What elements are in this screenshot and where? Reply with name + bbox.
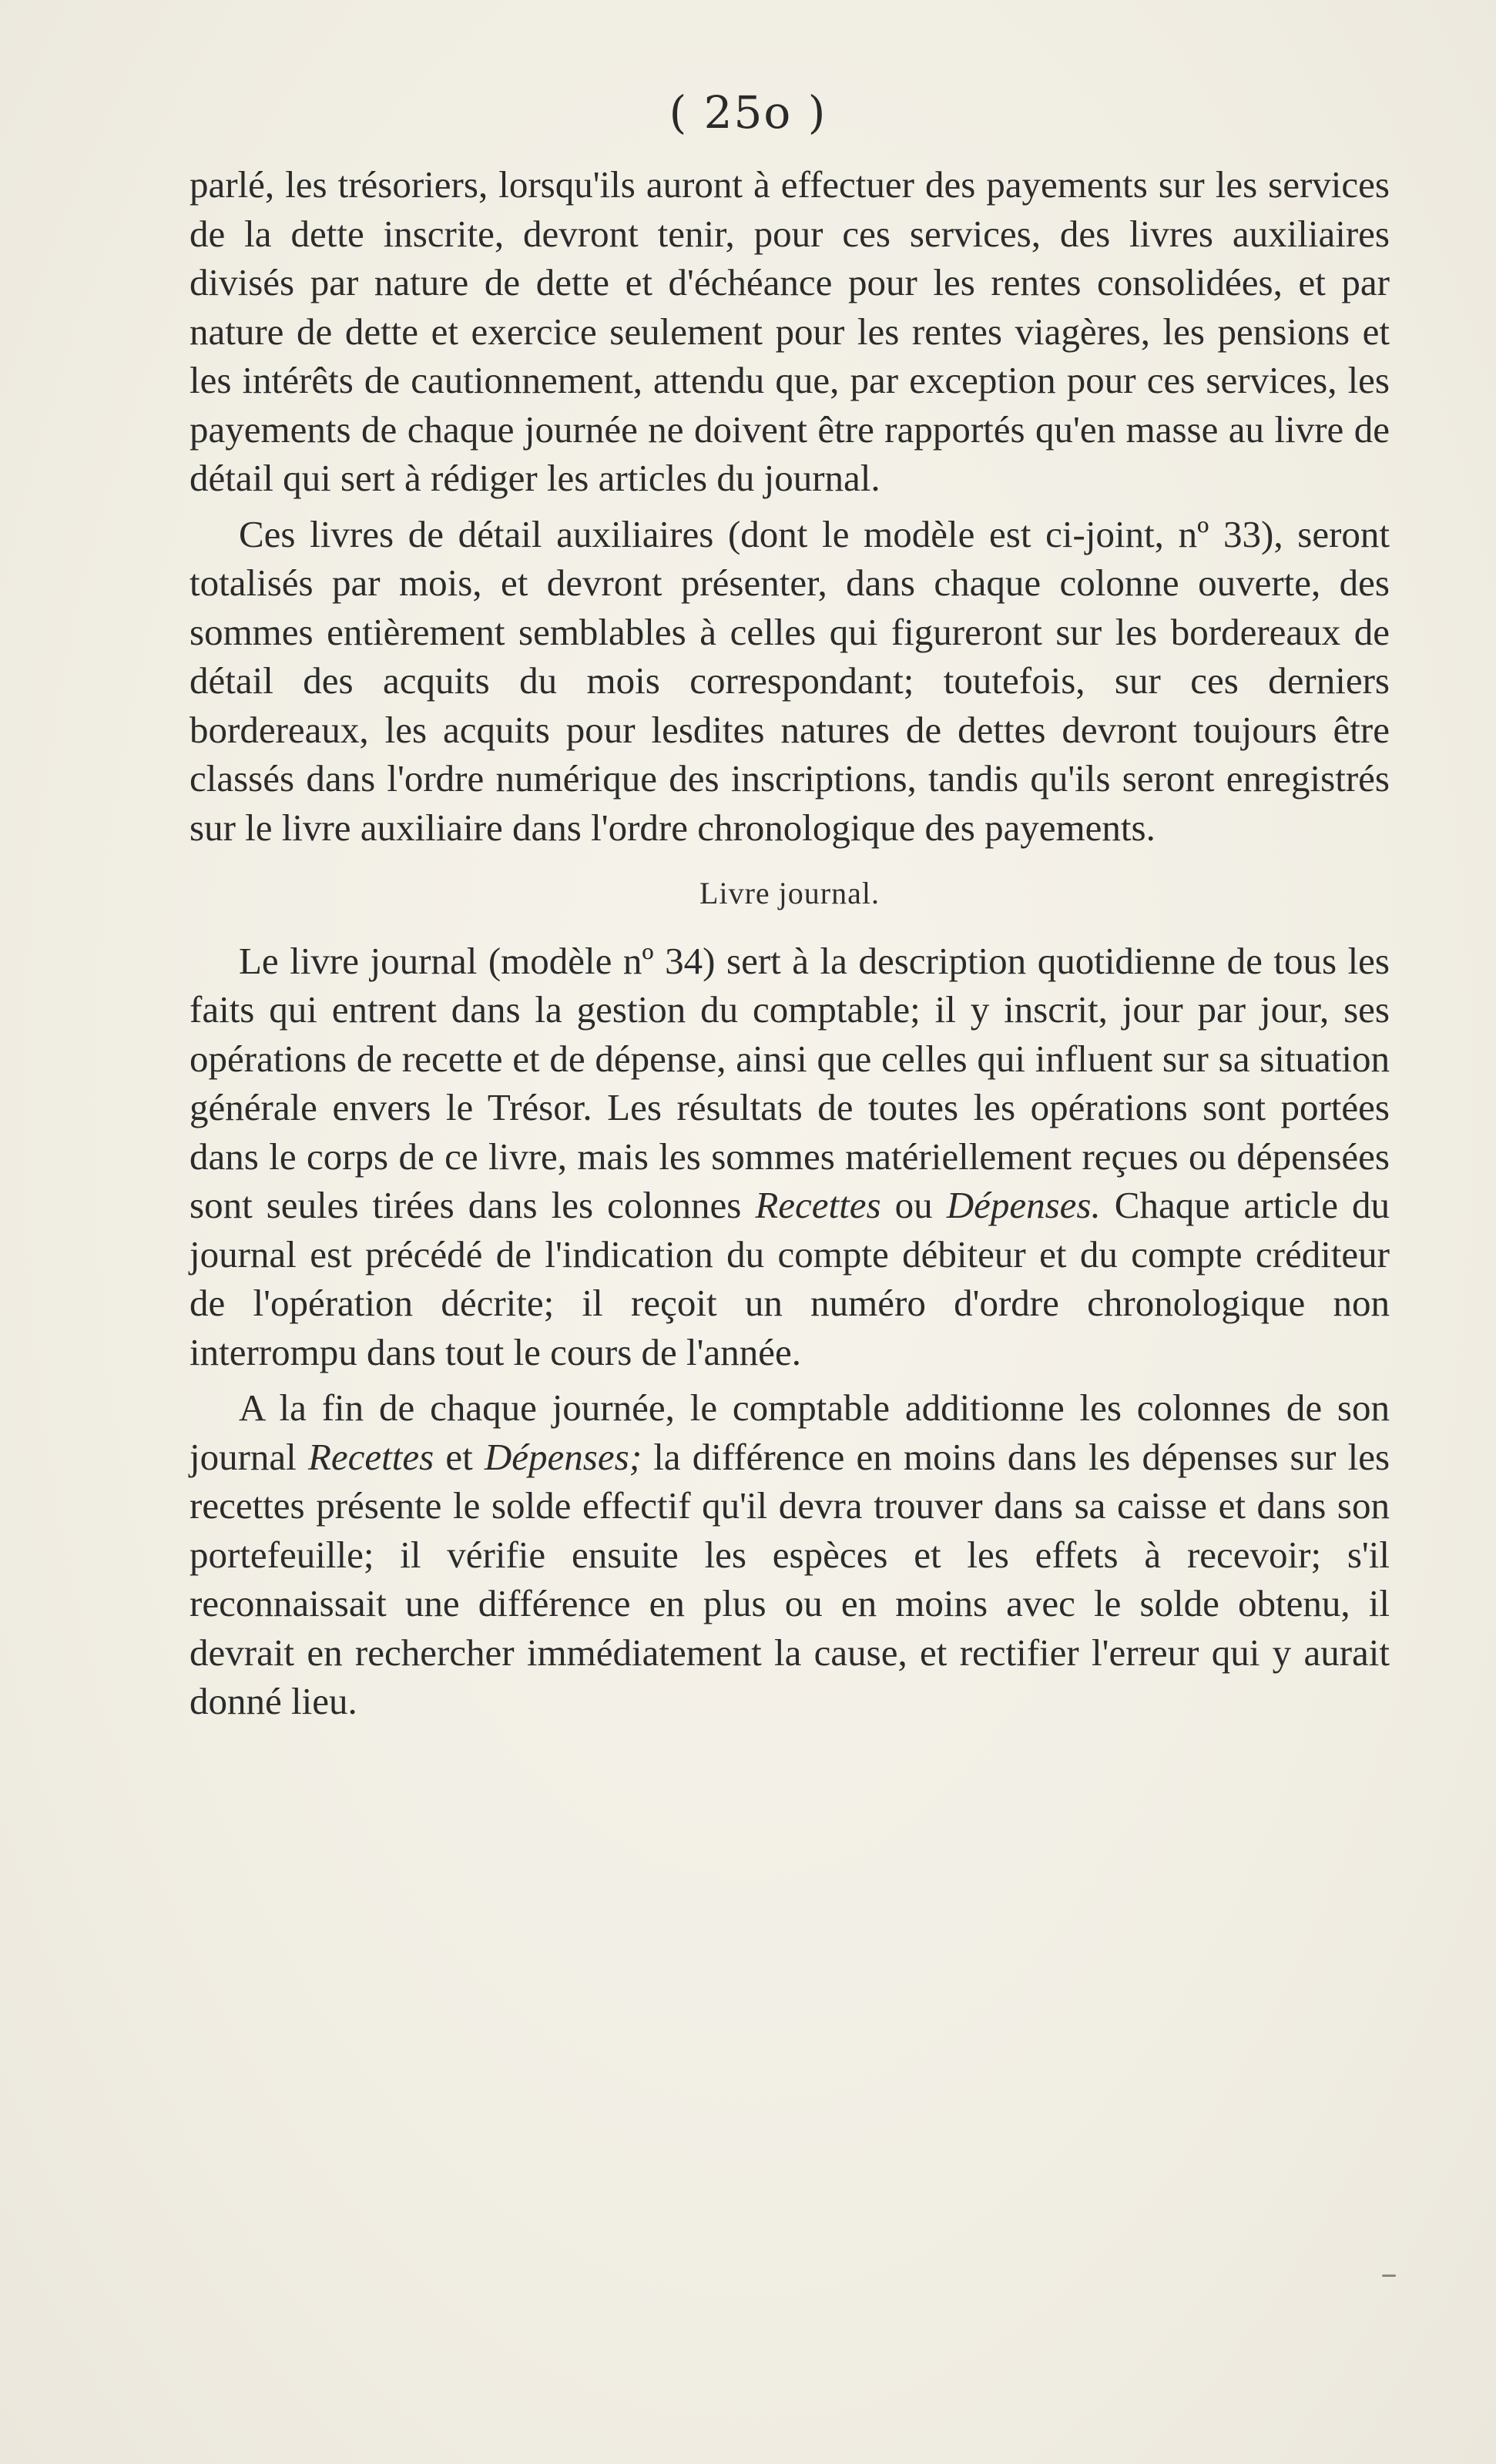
paragraph-text: Le livre journal (modèle nº 34) sert à la description quotidienne de tous les faits qui entrent dans la gestion du comptable; il y inscrit, jour par jour, ses opérations de recette et de dépense, ainsi que celles qui influent sur sa situation générale envers le Trésor. Les résultats de toutes les opérations sont portées dans le corps de ce livre, mais les sommes matériellement reçues ou dépensées sont seules tirées dans les colonnes [190,939,1390,1226]
paragraph-text: la différence en moins dans les dépenses sur les recettes présente le solde effectif qu'il devra trouver dans sa caisse et dans son portefeuille; il vérifie ensuite les espèces et les effets à recevoir; s'il reconnaissait une différence en plus ou en moins avec le solde obtenu, il devrait en rechercher immédiatement la cause, et rectifier l'erreur qui y aurait donné lieu. [190,1435,1390,1722]
page-mark [1382,2275,1396,2277]
page-number: ( 25o ) [669,86,827,139]
italic-term-depenses: Dépenses; [484,1435,642,1478]
paragraph-text: A la fin de chaque journée, le comptable additionne les colonnes de son journal [190,1386,1390,1478]
italic-term-recettes: Recettes [755,1184,881,1226]
paragraph-continuation: parlé, les trésoriers, lorsqu'ils auront à effectuer des payements sur les services de la dette inscrite, devront tenir, pour ces services, des livres auxiliaires divisés par nature de dette et d'échéance pour les rentes consolidées, et par nature de dette et exercice seulement pour les rentes viagères, les pensions et les intérêts de cautionnement, attendu que, par exception pour ces services, les payements de chaque journée ne doivent être rapportés qu'en masse au livre de détail qui sert à rédiger les articles du journal. [190,163,1390,499]
body-text [190,160,1390,1733]
paragraph-text: ou [894,1184,933,1226]
paragraph-text: Chaque article du journal est précédé de l'indication du compte débiteur et du compte créditeur de l'opération décrite; il reçoit un numéro d'ordre chronologique non interrompu dans tout le cours de l'année. [190,1184,1390,1373]
paragraph-journal-description [190,937,1390,1377]
paragraph-text: et [445,1435,473,1478]
italic-term-recettes: Recettes [307,1435,434,1478]
italic-term-depenses: Dépenses. [946,1184,1101,1226]
paragraph-daily-balance [190,1383,1390,1726]
paragraph-auxiliary-books: Ces livres de détail auxiliaires (dont le modèle est ci-joint, nº 33), seront totalisés par mois, et devront présenter, dans chaque colonne ouverte, des sommes entièrement semblables à celles qui figureront sur les bordereaux de détail des acquits du mois correspondant; toutefois, sur ces derniers bordereaux, les acquits pour lesdites natures de dettes devront toujours être classés dans l'ordre numérique des inscriptions, tandis qu'ils seront enregistrés sur le livre auxiliaire dans l'ordre chronologique des payements. [190,512,1390,849]
section-heading: Livre journal. [699,876,880,910]
